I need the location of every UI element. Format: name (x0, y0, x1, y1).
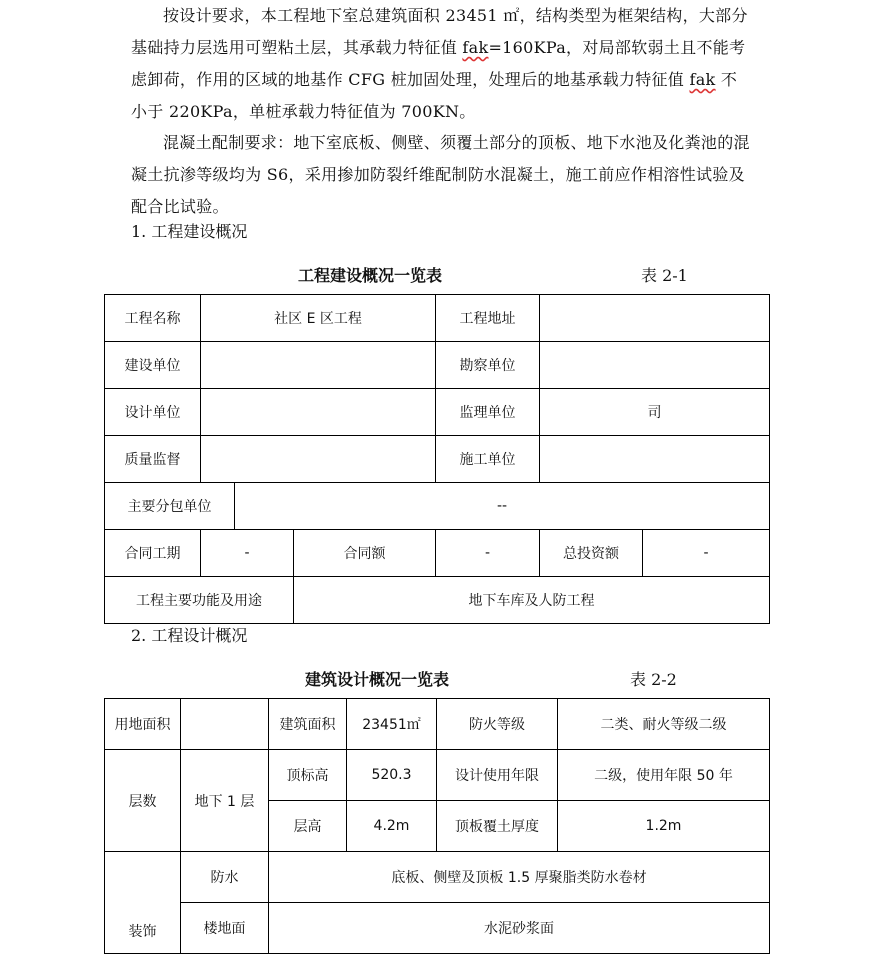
table-cell: 建设单位 (105, 342, 201, 389)
table-cell: 社区 E 区工程 (201, 295, 436, 342)
table-row (105, 342, 770, 389)
table-row (105, 852, 770, 903)
table-cell: 层数 (105, 750, 181, 852)
table-cell: - (436, 530, 540, 577)
project-overview-table (104, 294, 770, 624)
table1-title: 工程建设概况一览表 (298, 266, 443, 285)
table-cell (201, 436, 436, 483)
fak-term: fak (689, 70, 716, 89)
section-heading-2: 2. 工程设计概况 (131, 626, 248, 645)
table-cell: 质量监督 (105, 436, 201, 483)
table2-number: 表 2-2 (630, 670, 677, 689)
table-cell: 司 (540, 389, 770, 436)
table-cell: 设计使用年限 (437, 750, 558, 801)
table-cell (540, 342, 770, 389)
table-cell: 地下车库及人防工程 (294, 577, 770, 624)
table-cell (201, 342, 436, 389)
table-cell: 水泥砂浆面 (269, 903, 770, 954)
concrete-paragraph: 混凝土配制要求：地下室底板、侧壁、须覆土部分的顶板、地下水池及化粪池的混凝土抗渗等级均为 S6，采用掺加防裂纤维配制防水混凝土，施工前应作相溶性试验及配合比试验。 (131, 133, 750, 216)
table-cell: 防水 (181, 852, 269, 903)
table-cell: 层高 (269, 801, 347, 852)
table-row (105, 699, 770, 750)
table-cell: 建筑面积 (269, 699, 347, 750)
table-row (105, 577, 770, 624)
table-cell: 装饰 (105, 852, 181, 954)
table-row (105, 436, 770, 483)
table-cell: 23451㎡ (347, 699, 437, 750)
table-cell: 1.2m (558, 801, 770, 852)
fak-term: fak (462, 38, 489, 57)
table-cell (201, 389, 436, 436)
table-cell (540, 436, 770, 483)
table-row (105, 483, 770, 530)
table-cell (540, 295, 770, 342)
table-cell: 合同工期 (105, 530, 201, 577)
table-cell: 总投资额 (540, 530, 643, 577)
table-row (105, 750, 770, 801)
table-cell: 520.3 (347, 750, 437, 801)
building-design-table (104, 698, 770, 954)
table-cell (181, 699, 269, 750)
table-row (105, 389, 770, 436)
section-heading-1: 1. 工程建设概况 (131, 222, 248, 241)
table-cell: -- (235, 483, 770, 530)
table-cell: 工程主要功能及用途 (105, 577, 294, 624)
table-cell: 施工单位 (436, 436, 540, 483)
design-text-a: 按设计要求，本工程地下室总建筑面积 23451 ㎡，结构类型为框架结构，大部分基础持力层选用可塑粘土层，其承载力特征值 (131, 6, 748, 57)
table-row (105, 903, 770, 954)
table-cell: 顶板覆土厚度 (437, 801, 558, 852)
design-paragraph (131, 0, 751, 128)
table-cell: 防火等级 (437, 699, 558, 750)
table-cell: 地下 1 层 (181, 750, 269, 852)
table-row (105, 295, 770, 342)
table-cell: 用地面积 (105, 699, 181, 750)
table-cell: 合同额 (294, 530, 436, 577)
table-cell: 二级，使用年限 50 年 (558, 750, 770, 801)
table-cell: 工程名称 (105, 295, 201, 342)
table2-title: 建筑设计概况一览表 (305, 670, 450, 689)
table-cell: 工程地址 (436, 295, 540, 342)
table-cell: 主要分包单位 (105, 483, 235, 530)
table-cell: 楼地面 (181, 903, 269, 954)
table1-number: 表 2-1 (641, 266, 688, 285)
table-cell: 监理单位 (436, 389, 540, 436)
design-text-b: =160KPa，对局部软弱土且不能考虑卸荷，作用的区域的地基作 CFG 桩加固处理，处理后的地基承载力特征值 (131, 38, 746, 89)
table-cell: 顶标高 (269, 750, 347, 801)
table-cell: 勘察单位 (436, 342, 540, 389)
table-cell: 底板、侧壁及顶板 1.5 厚聚脂类防水卷材 (269, 852, 770, 903)
table-cell: - (643, 530, 770, 577)
table-cell: 4.2m (347, 801, 437, 852)
design-text-c: 不小于 220KPa，单桩承载力特征值为 700KN。 (131, 70, 738, 121)
table-row (105, 530, 770, 577)
table-cell: - (201, 530, 294, 577)
table-cell: 二类、耐火等级二级 (558, 699, 770, 750)
table-cell: 设计单位 (105, 389, 201, 436)
